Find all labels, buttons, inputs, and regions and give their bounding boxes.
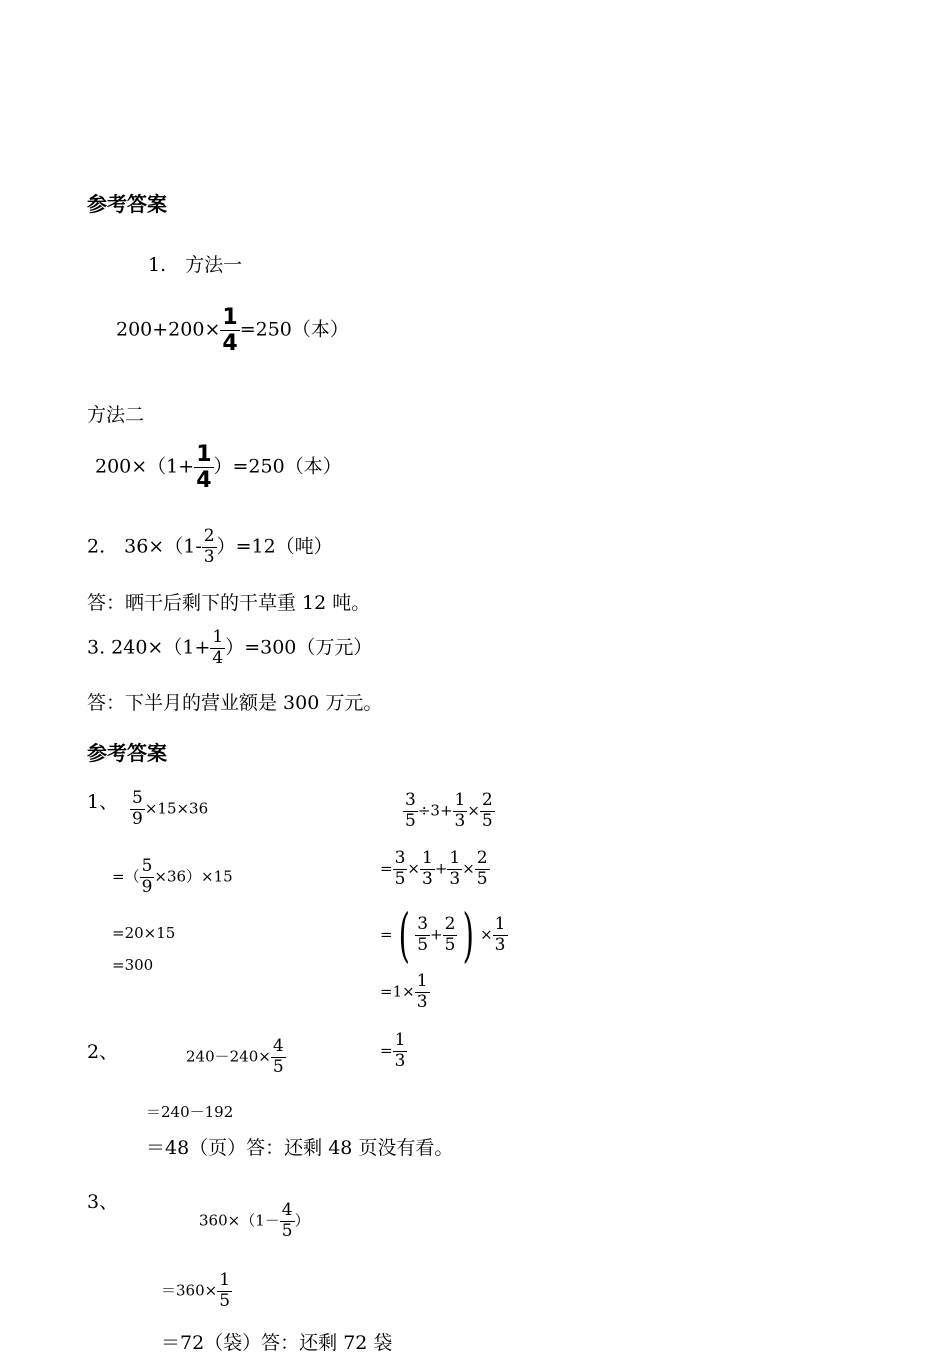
expr-text: 3. 240×（1+: [87, 636, 211, 659]
fraction-denominator: 9: [141, 876, 153, 897]
expr-text: ×: [407, 859, 420, 878]
fraction: [393, 850, 408, 889]
expr-text: 2. 36×（1-: [87, 535, 202, 558]
s2-q2-line1: [186, 1038, 286, 1077]
expr-text: =1×: [380, 982, 415, 1001]
fraction: [415, 973, 430, 1012]
fraction-numerator: 3: [394, 848, 406, 868]
expr-text: ×: [480, 925, 493, 944]
fraction-numerator: 1: [222, 305, 238, 330]
s2-q1-left-line1: [130, 790, 208, 829]
fraction-numerator: 2: [481, 790, 493, 810]
expr-text: 240－240×: [186, 1047, 271, 1066]
expr-text: ）=250（本）: [213, 455, 342, 478]
expr-text: 200+200×: [116, 318, 221, 341]
s2-q2-line2: ＝240－192: [146, 1103, 234, 1121]
fraction: [217, 1272, 232, 1311]
expr-text: 200×（1+: [95, 455, 195, 478]
expr-text: ×36）×15: [154, 867, 233, 886]
fraction-denominator: 5: [219, 1290, 231, 1311]
s2-q1-right-line3: [380, 901, 508, 969]
fraction: [493, 913, 508, 955]
fraction-denominator: 3: [449, 868, 461, 889]
fraction-numerator: 2: [203, 526, 215, 546]
fraction-numerator: 3: [417, 913, 429, 934]
fraction: [140, 858, 155, 897]
section2-heading: 参考答案: [87, 741, 167, 765]
fraction: [194, 443, 213, 492]
fraction-denominator: 4: [222, 331, 238, 357]
expr-text: =: [380, 1041, 393, 1060]
expr-text: ）: [294, 1211, 310, 1230]
fraction-denominator: 5: [281, 1220, 293, 1241]
fraction-denominator: 3: [203, 546, 215, 567]
expr-text: =: [380, 859, 393, 878]
expr-text: =: [380, 925, 393, 944]
fraction-numerator: 1: [394, 1030, 406, 1050]
expr-text: ×: [462, 859, 475, 878]
s2-q3-label: 3、: [87, 1191, 119, 1213]
fraction-denominator: 5: [405, 810, 416, 831]
s2-q3-line2: [161, 1272, 232, 1311]
s2-q1-label: 1、: [87, 791, 119, 813]
fraction-numerator: 1: [494, 913, 506, 934]
fraction-denominator: 5: [444, 934, 456, 955]
fraction: [202, 528, 217, 567]
fraction-numerator: 3: [405, 790, 416, 810]
fraction-denominator: 5: [394, 868, 406, 889]
fraction: [475, 850, 490, 889]
s2-q1-right-line4: [380, 973, 430, 1012]
fraction: [210, 629, 225, 668]
expr-text: ×15×36: [144, 799, 209, 818]
fraction-numerator: 5: [132, 788, 143, 808]
q1-method2-label: 方法二: [87, 404, 145, 426]
fraction-numerator: 2: [444, 913, 456, 934]
fraction-denominator: 5: [481, 810, 493, 831]
fraction: [420, 850, 435, 889]
s2-q1-right-line1: [403, 792, 495, 831]
q3-answer: 答：下半月的营业额是 300 万元。: [87, 692, 383, 714]
s2-q1-right-line2: [380, 850, 490, 889]
fraction-numerator: 4: [281, 1200, 293, 1220]
s2-q1-left-line3: =20×15: [112, 924, 176, 942]
fraction-denominator: 9: [132, 808, 143, 829]
expr-text: +: [434, 859, 448, 878]
fraction-numerator: 1: [416, 971, 428, 991]
expr-text: =（: [112, 867, 140, 886]
fraction: [280, 1202, 295, 1241]
fraction-denominator: 5: [417, 934, 429, 955]
fraction-numerator: 2: [476, 848, 488, 868]
fraction: [480, 792, 495, 831]
fraction: [403, 792, 418, 831]
fraction-denominator: 3: [416, 991, 428, 1012]
fraction: [220, 306, 239, 355]
fraction-numerator: 1: [454, 790, 466, 810]
q2-answer: 答：晒干后剩下的干草重 12 吨。: [87, 592, 371, 614]
fraction-numerator: 1: [421, 848, 433, 868]
expr-text: =250（本）: [239, 318, 349, 341]
left-paren: (: [398, 901, 410, 969]
fraction: [453, 792, 468, 831]
fraction: [447, 850, 462, 889]
fraction-numerator: 1: [219, 1270, 231, 1290]
fraction-denominator: 3: [421, 868, 433, 889]
q1-method1-expression: [116, 306, 349, 355]
right-paren: ): [463, 901, 475, 969]
s2-q1-left-line2: [112, 858, 233, 897]
fraction-numerator: 4: [272, 1036, 284, 1056]
fraction-numerator: 5: [141, 856, 153, 876]
expr-text: ）=12（吨）: [216, 535, 333, 558]
q2-expression: [87, 528, 333, 567]
expr-text: ÷3+: [417, 801, 453, 820]
fraction-denominator: 5: [476, 868, 488, 889]
fraction: [443, 913, 458, 955]
expr-text: ×: [467, 801, 480, 820]
expr-text: 360×（1－: [199, 1211, 280, 1230]
fraction-denominator: 4: [196, 468, 212, 494]
s2-q3-line1: [199, 1202, 310, 1241]
fraction: [271, 1038, 286, 1077]
s2-q2-line3: ＝48（页）答：还剩 48 页没有看。: [146, 1137, 454, 1159]
q3-expression: [87, 629, 372, 668]
expr-text: +: [430, 925, 443, 944]
expr-text: ）=300（万元）: [225, 636, 373, 659]
fraction-numerator: 1: [196, 442, 212, 467]
q1-method1-label: 1. 方法一: [148, 254, 243, 276]
q1-method2-expression: [95, 443, 342, 492]
s2-q1-right-line5: [380, 1032, 407, 1071]
s2-q1-left-line4: =300: [112, 956, 154, 974]
s2-q2-label: 2、: [87, 1041, 119, 1063]
fraction-denominator: 4: [212, 647, 224, 668]
s2-q3-line3: ＝72（袋）答：还剩 72 袋: [161, 1332, 393, 1354]
fraction-denominator: 5: [272, 1056, 284, 1077]
fraction-numerator: 1: [449, 848, 461, 868]
fraction: [393, 1032, 408, 1071]
expr-text: ＝360×: [161, 1281, 218, 1300]
fraction-denominator: 3: [494, 934, 506, 955]
fraction: [415, 913, 430, 955]
fraction-numerator: 1: [212, 627, 224, 647]
section1-heading: 参考答案: [87, 192, 167, 216]
fraction-denominator: 3: [394, 1050, 406, 1071]
fraction: [130, 790, 145, 829]
fraction-denominator: 3: [454, 810, 466, 831]
